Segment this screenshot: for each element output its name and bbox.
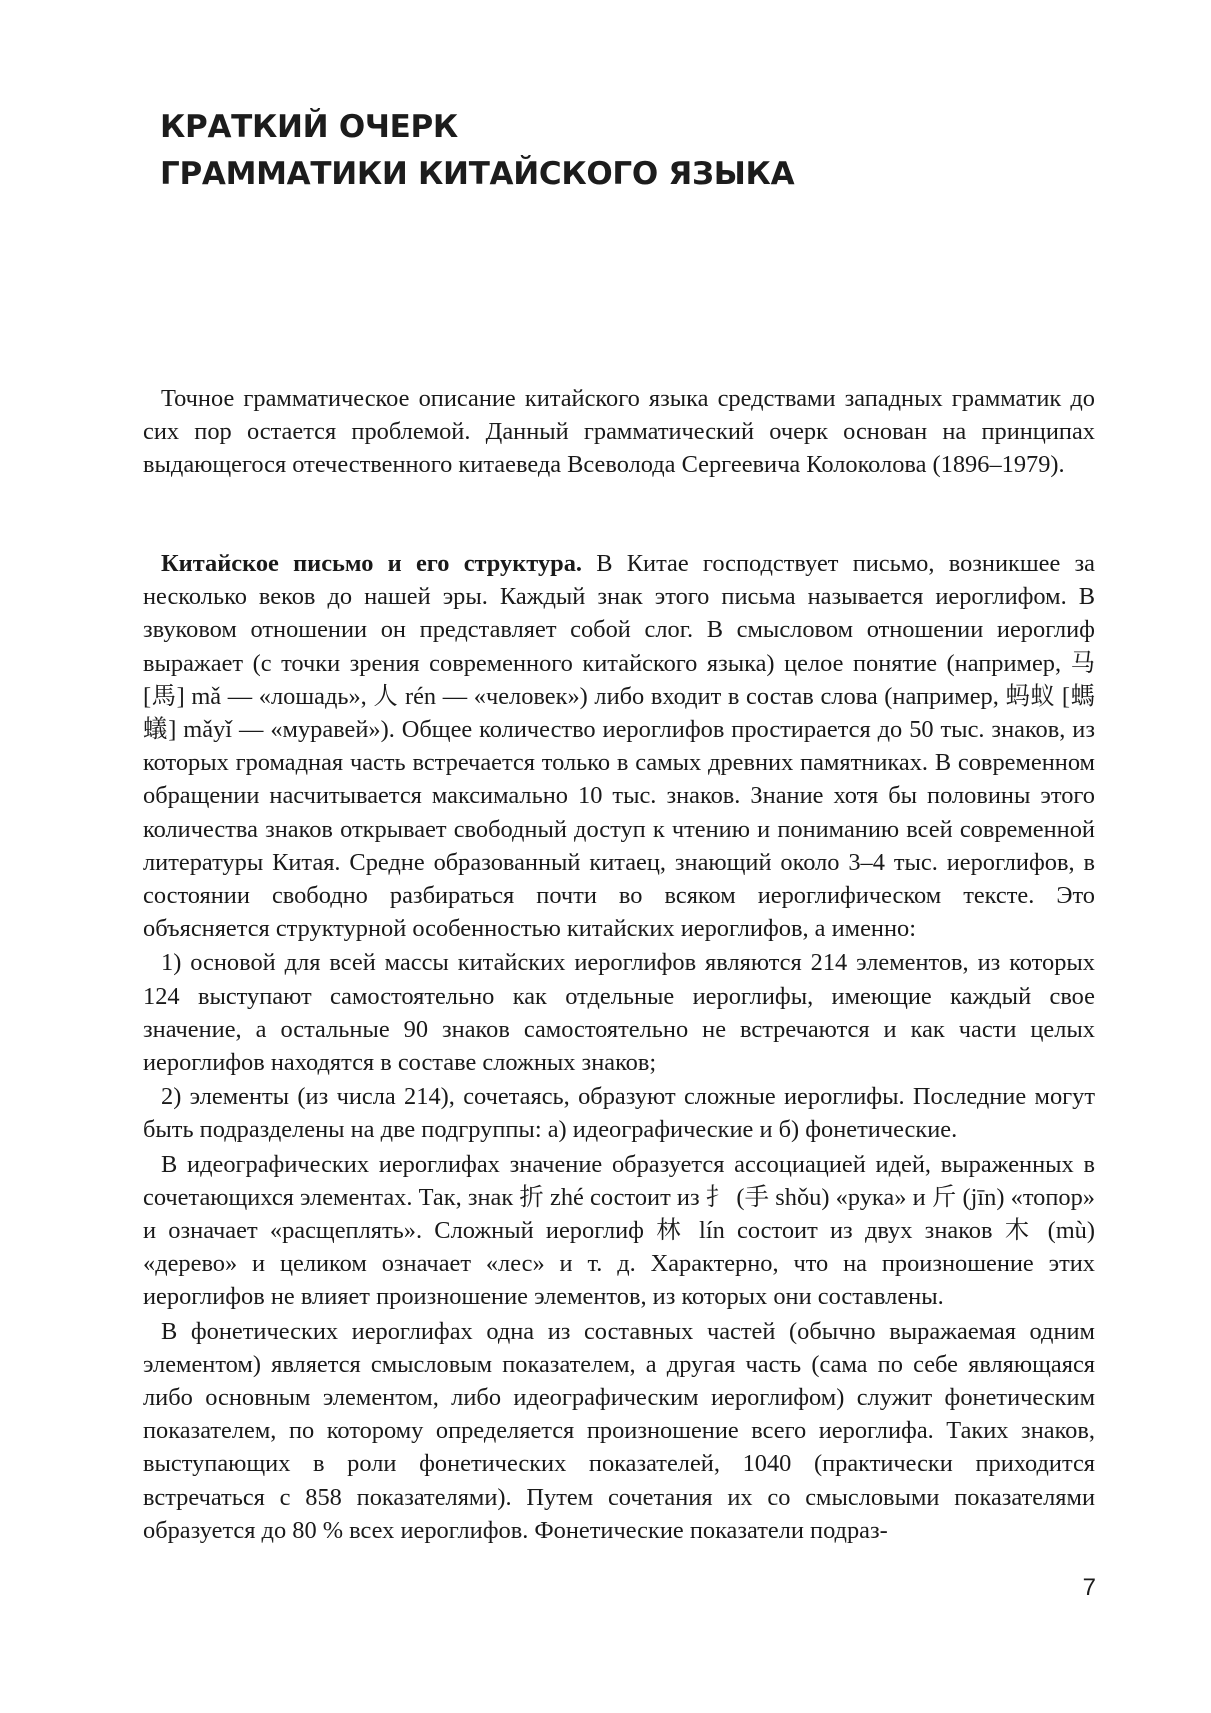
chapter-title-line-2: ГРАММАТИКИ КИТАЙСКОГО ЯЗЫКА — [160, 156, 795, 192]
chapter-title — [160, 104, 1100, 198]
section-paragraph-1-text: В Китае господствует письмо, возникшее за несколько веков до нашей эры. Каждый знак этого письма называется иероглифом. В звуковом отношении он представляет собой слог. В смысловом отношении иероглиф выражает (с точки зрения современного китайского языка) целое понятие (например, 马 [馬] mǎ — «лошадь», 人 rén — «человек») либо входит в состав слова (например, 蚂蚁 [螞蟻] mǎyǐ — «муравей»). Общее количество иероглифов простирается до 50 тыс. знаков, из которых громадная часть встречается только в самых древних памятниках. В современном обращении насчитывается максимально 10 тыс. знаков. Знание хотя бы половины этого количества знаков открывает свободный доступ к чтению и пониманию всей современной литературы Китая. Средне образованный китаец, знающий около 3–4 тыс. иероглифов, в состоянии свободно разбираться почти во всяком иероглифическом тексте. Это объясняется структурной особенностью китайских иероглифов, а именно: — [143, 550, 1095, 943]
section-heading: Китайское письмо и его структура. — [161, 550, 582, 577]
chapter-title-line-1: КРАТКИЙ ОЧЕРК — [160, 109, 458, 145]
section-paragraph-4: В идеографических иероглифах значение образуется ассоциацией идей, выраженных в сочетающихся элементах. Так, знак 折 zhé состоит из 扌 (手 shǒu) «рука» и 斤 (jīn) «топор» и означает «расщеплять». Сложный иероглиф 林 lín состоит из двух знаков 木 (mù) «дерево» и целиком означает «лес» и т. д. Характерно, что на произношение этих иероглифов не влияет произношение элементов, из которых они составлены. — [143, 1150, 1095, 1311]
section-paragraph-5: В фонетических иероглифах одна из составных частей (обычно выражаемая одним элементом) является смысловым показателем, а другая часть (сама по себе являющаяся либо основным элементом, либо идеографическим иероглифом) служит фонетическим показателем, по которому определяется произношение всего иероглифа. Таких знаков, выступающих в роли фонетических показателей, 1040 (практически приходится встречаться с 858 показателями). Путем сочетания их со смысловыми показателями образуется до 80 % всех иероглифов. Фонетические показатели подраз- — [143, 1317, 1095, 1544]
section-paragraph-2: 1) основой для всей массы китайских иероглифов являются 214 элементов, из которых 124 выступают самостоятельно как отдельные иероглифы, имеющие каждый свое значение, а остальные 90 знаков самостоятельно не встречаются и как части целых иероглифов находятся в составе сложных знаков; — [143, 949, 1095, 1077]
main-text — [143, 547, 1095, 1547]
section-paragraph-3: 2) элементы (из числа 214), сочетаясь, образуют сложные иероглифы. Последние могут быть подразделены на две подгруппы: а) идеографические и б) фонетические. — [143, 1083, 1095, 1144]
page-number: 7 — [1082, 1574, 1096, 1601]
intro-paragraph: Точное грамматическое описание китайского языка средствами западных грамматик до сих пор остается проблемой. Данный грамматический очерк основан на принципах выдающегося отечественного китаеведа Всеволода Сергеевича Колоколова (1896–1979). — [143, 385, 1095, 479]
section-paragraph-1 — [143, 547, 1095, 945]
intro-block — [143, 382, 1095, 482]
